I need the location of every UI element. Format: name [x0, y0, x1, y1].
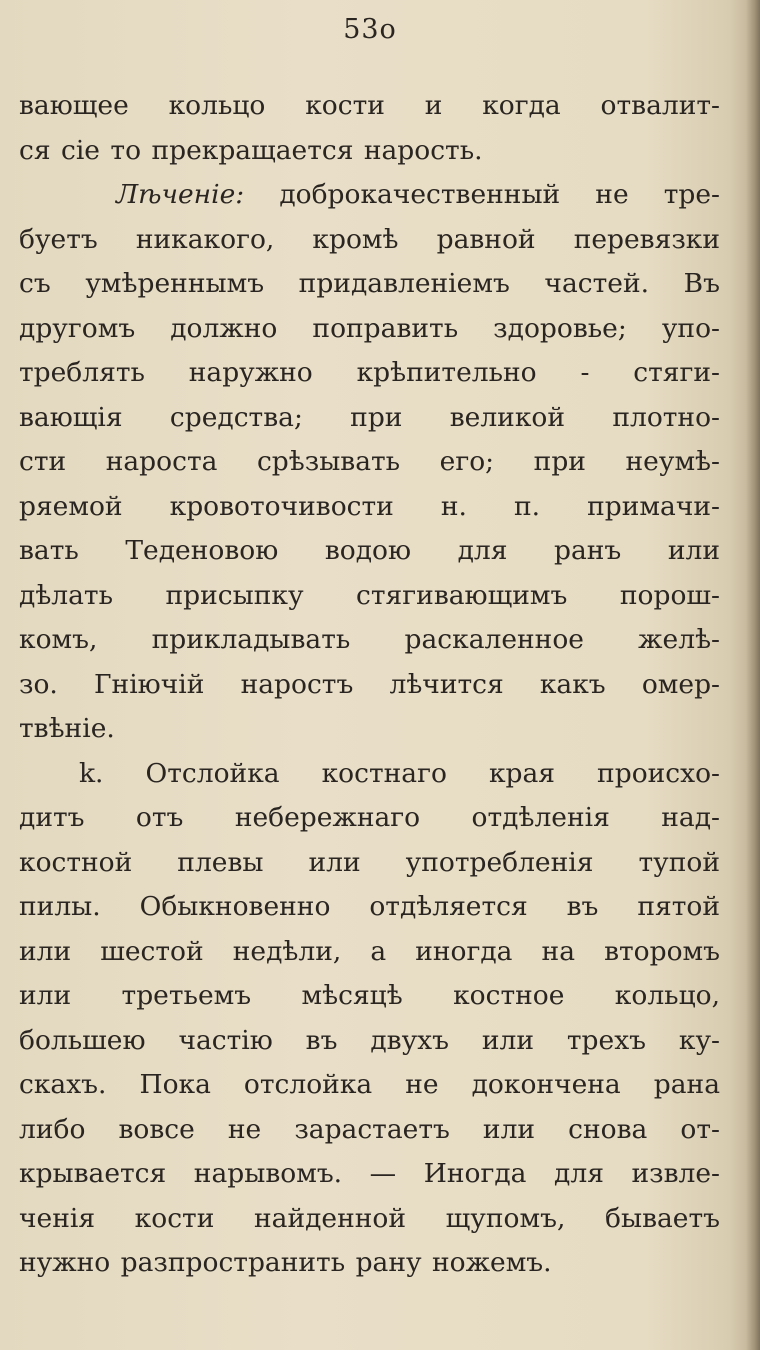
text-line: или шестой недѣли, а иногда на второмъ — [19, 935, 720, 967]
text-line — [19, 173, 720, 218]
text-line: ченія кости найденной щупомъ, бываетъ — [19, 1202, 720, 1234]
body-text — [19, 84, 720, 1286]
text-line: сти нароста срѣзывать его; при неумѣ- — [19, 446, 720, 477]
text-line: костной плевы или употребленія тупой — [19, 846, 720, 878]
text-line: или третьемъ мѣсяцѣ костное кольцо, — [19, 980, 720, 1011]
text-line: вать Теденовою водою для ранъ или — [19, 535, 720, 566]
text-line: вающія средства; при великой плотно- — [19, 401, 720, 433]
text-line: буетъ никакого, кромѣ равной перевязки — [19, 223, 720, 255]
text-line-rest: доброкачественный не тре- — [279, 179, 720, 210]
text-line: ряемой кровоточивости н. п. примачи- — [19, 490, 720, 522]
text-line: ся сіе то прекращается нарость. — [19, 134, 483, 166]
text-line: k. Отслойка костнаго края происхо- — [79, 757, 720, 789]
text-line: крывается нарывомъ. — Иногда для извле- — [19, 1158, 720, 1189]
text-line: нужно разпространить рану ножемъ. — [19, 1247, 552, 1278]
text-line: зо. Гніючій наростъ лѣчится какъ омер- — [19, 668, 720, 700]
page-edge-shadow — [746, 0, 760, 1350]
text-line: дѣлать присыпку стягивающимъ порош- — [19, 579, 720, 611]
text-line: твѣніе. — [19, 713, 115, 744]
text-line: треблять наружно крѣпительно - стяги- — [19, 357, 720, 388]
text-line: вающее кольцо кости и когда отвалит- — [19, 90, 720, 121]
text-line: большею частію въ двухъ или трехъ ку- — [19, 1024, 720, 1056]
text-line: съ умѣреннымъ придавленіемъ частей. Въ — [19, 268, 720, 299]
text-line: пилы. Обыкновенно отдѣляется въ пятой — [19, 891, 720, 922]
text-line: скахъ. Пока отслойка не докончена рана — [19, 1069, 720, 1100]
page-number: 53o — [343, 14, 397, 45]
text-line: либо вовсе не зарастаетъ или снова от- — [19, 1113, 720, 1145]
treatment-heading: Лѣченіе: — [116, 179, 245, 210]
text-line: дитъ отъ небережнаго отдѣленія над- — [19, 802, 720, 833]
text-line: другомъ должно поправить здоровье; упо- — [19, 312, 720, 344]
text-line: комъ, прикладывать раскаленное желѣ- — [19, 624, 720, 655]
